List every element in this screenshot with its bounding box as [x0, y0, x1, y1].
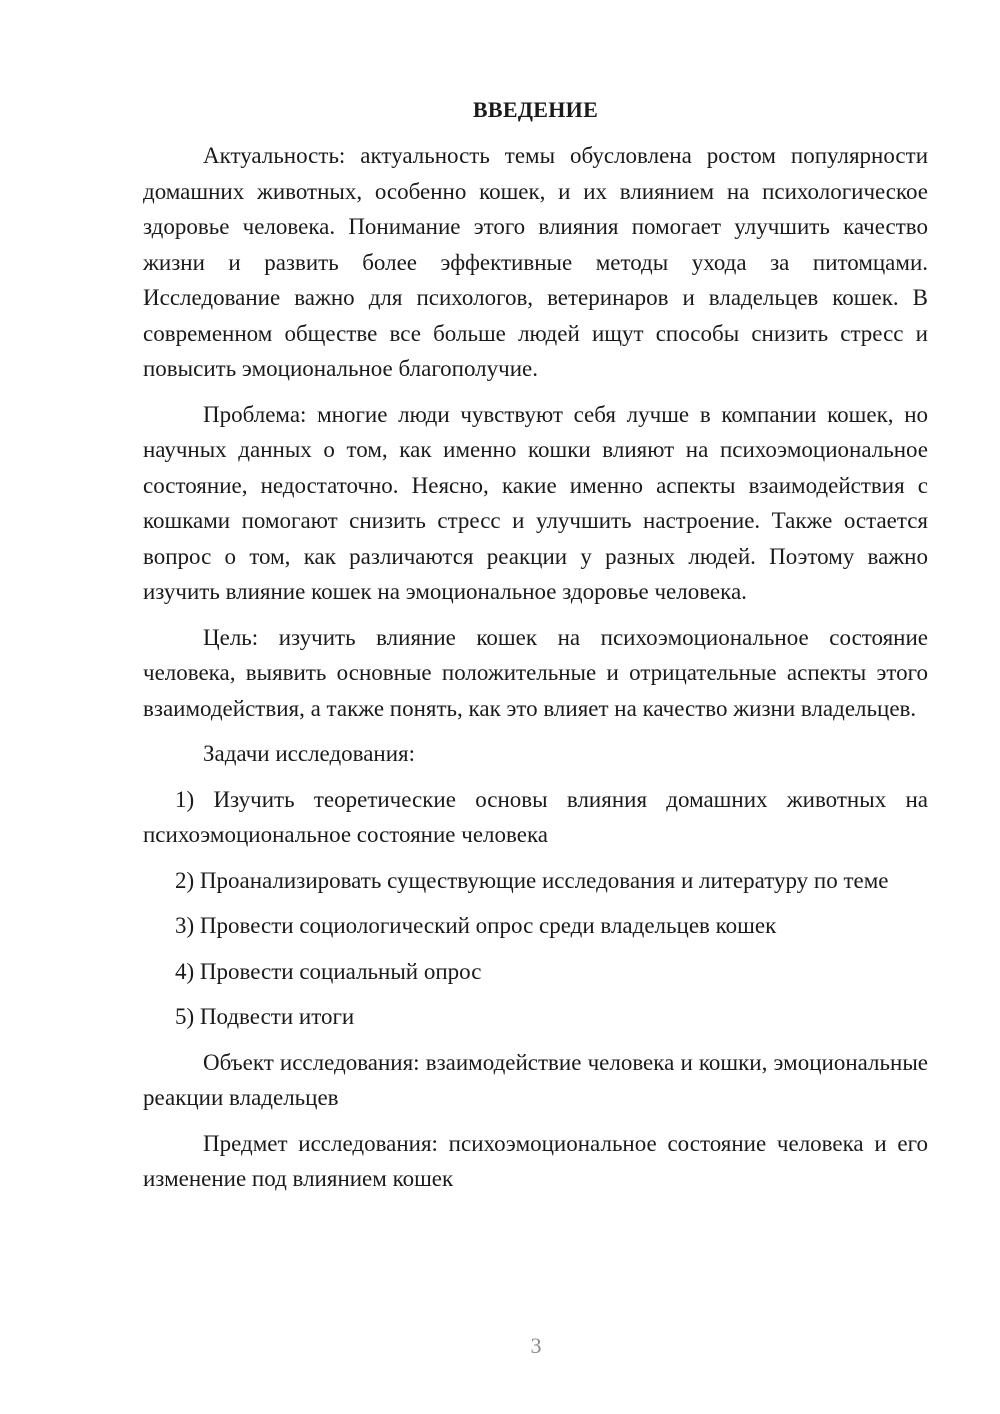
task-item: 4) Провести социальный опрос: [175, 958, 482, 984]
tasks-list: [143, 782, 928, 1035]
task-item: 2) Проанализировать существующие исследования и литературу по теме: [175, 867, 889, 893]
paragraph-object: Объект исследования: взаимодействие человека и кошки, эмоциональные реакции владельцев: [143, 1049, 928, 1110]
task-item: 5) Подвести итоги: [175, 1004, 355, 1029]
tasks-heading: Задачи исследования:: [203, 741, 416, 766]
page-title: ВВЕДЕНИЕ: [472, 97, 599, 122]
paragraph-relevance: Актуальность: актуальность темы обусловлена ростом популярности домашних животных, особенно кошек, и их влиянием на психологическое здоровье человека. Понимание этого влияния помогает улучшить качество жизни и развить более эффективные методы ухода за питомцами. Исследование важно для психологов, ветеринаров и владельцев кошек. В современном обществе все больше людей ищут способы снизить стресс и повысить эмоциональное благополучие.: [143, 143, 928, 381]
paragraph-subject: Предмет исследования: психоэмоциональное состояние человека и его изменение под влиянием кошек: [143, 1130, 928, 1191]
task-item: 3) Провести социологический опрос среди владельцев кошек: [175, 913, 777, 938]
paragraph-goal: Цель: изучить влияние кошек на психоэмоциональное состояние человека, выявить основные положительные и отрицательные аспекты этого взаимодействия, а также понять, как это влияет на качество жизни владельцев.: [143, 624, 928, 721]
page-content: [143, 92, 928, 1207]
task-item: 1) Изучить теоретические основы влияния домашних животных на психоэмоциональное состояние человека: [143, 786, 928, 847]
paragraph-problem: Проблема: многие люди чувствуют себя лучше в компании кошек, но научных данных о том, как именно кошки влияют на психоэмоциональное состояние, недостаточно. Неясно, какие именно аспекты взаимодействия с кошками помогают снизить стресс и улучшить настроение. Также остается вопрос о том, как различаются реакции у разных людей. Поэтому важно изучить влияние кошек на эмоциональное здоровье человека.: [143, 401, 928, 604]
page-number: 3: [530, 1333, 542, 1358]
